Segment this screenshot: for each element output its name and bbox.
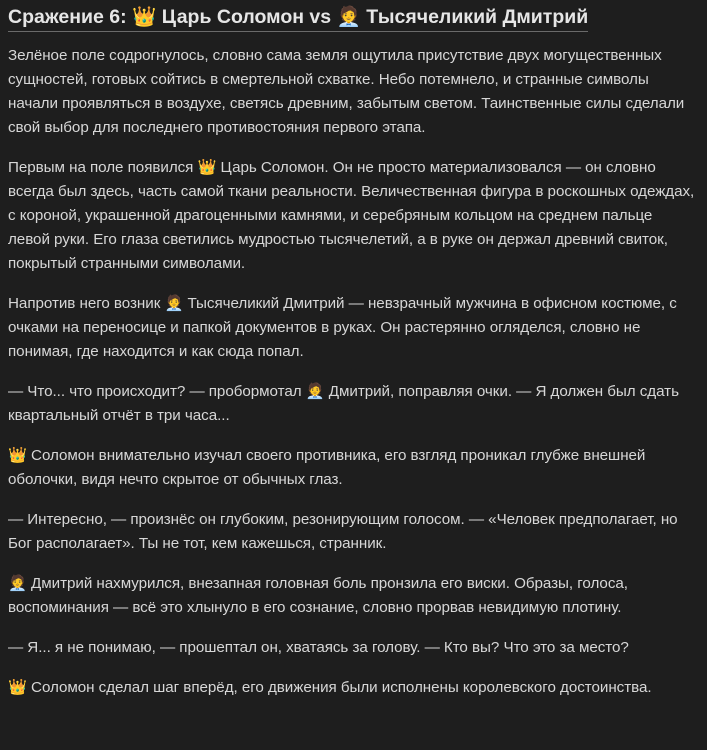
story-paragraph: — Я... я не понимаю, — прошептал он, хватаясь за голову. — Кто вы? Что это за место? [8,639,629,656]
story-paragraph: Первым на поле появился 👑 Царь Соломон. Он не просто материализовался — он словно всегда был здесь, часть самой ткани реальности. Величественная фигура в роскошных одеждах, с короной, украшенной драгоценными камнями, и серебряным кольцом на среднем пальце левой руки. Его глаза светились мудростью тысячелетий, а в руке он держал древний свиток, покрытый странными символами. [8,159,695,272]
story-paragraph: 👑 Соломон внимательно изучал своего противника, его взгляд проникал глубже внешней оболочки, видя нечто скрытое от обычных глаз. [8,447,646,488]
story-paragraph: — Интересно, — произнёс он глубоким, резонирующим голосом. — «Человек предполагает, но Бог располагает». Ты не тот, кем кажешься, странник. [8,511,678,552]
story-paragraph: Напротив него возник 🧑‍💼 Тысячеликий Дмитрий — невзрачный мужчина в офисном костюме, с очками на переносице и папкой документов в руках. Он растерянно огляделся, словно не понимая, где находится и как сюда попал. [8,295,677,360]
story-body [8,44,697,700]
story-paragraph: Зелёное поле содрогнулось, словно сама земля ощутила присутствие двух могущественных сущностей, готовых сойтись в смертельной схватке. Небо потемнело, и странные символы начали проявляться в воздухе, светясь древним, забытым светом. Таинственные силы сделали свой выбор для последнего противостояния первого этапа. [8,47,685,136]
story-paragraph: 🧑‍💼 Дмитрий нахмурился, внезапная головная боль пронзила его виски. Образы, голоса, воспоминания — всё это хлынуло в его сознание, словно прорвав невидимую плотину. [8,575,628,616]
battle-title: Сражение 6: 👑 Царь Соломон vs 🧑‍💼 Тысячеликий Дмитрий [8,6,588,32]
story-paragraph: — Что... что происходит? — пробормотал 🧑‍💼 Дмитрий, поправляя очки. — Я должен был сдать квартальный отчёт в три часа... [8,383,679,424]
story-paragraph: 👑 Соломон сделал шаг вперёд, его движения были исполнены королевского достоинства. [8,679,652,696]
